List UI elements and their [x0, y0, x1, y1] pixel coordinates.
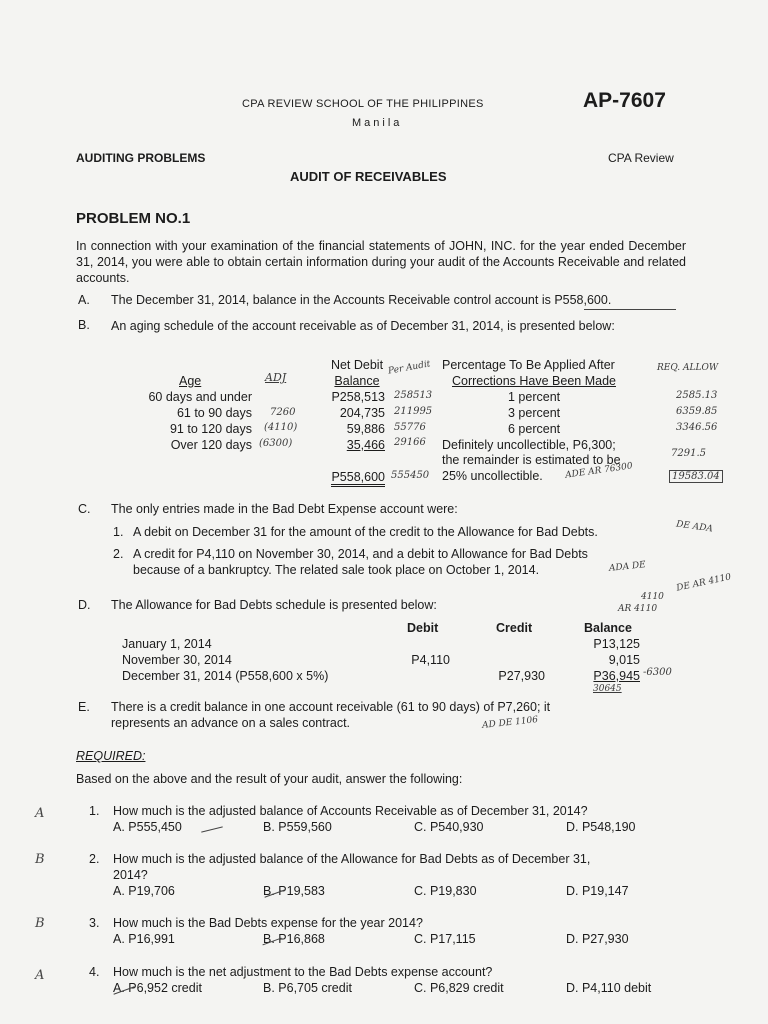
hw-audit-0: 258513: [394, 390, 433, 401]
q2-choice-d[interactable]: D. P19,147: [566, 884, 629, 898]
document-code: AP-7607: [583, 89, 666, 112]
required-heading: REQUIRED:: [76, 749, 146, 763]
aging-balance-2: 59,886: [346, 422, 385, 436]
school-city: Manila: [352, 117, 403, 129]
school-name: CPA REVIEW SCHOOL OF THE PHILIPPINES: [242, 98, 484, 110]
allow-row-1-desc: November 30, 2014: [122, 653, 232, 667]
q1-choice-b[interactable]: B. P559,560: [263, 820, 332, 834]
item-a-label: A.: [78, 293, 90, 307]
q1-num: 1.: [89, 804, 100, 818]
aging-pct-cont-1: the remainder is estimated to be: [442, 453, 621, 467]
allow-row-2-credit: P27,930: [498, 669, 545, 683]
aging-col-balance-2: Balance: [334, 374, 380, 388]
hw-adj-heading: ADJ: [265, 371, 287, 384]
q3-choice-a[interactable]: A. P16,991: [113, 932, 175, 946]
section-c-item1: A debit on December 31 for the amount of the credit to the Allowance for Bad Debts.: [133, 525, 598, 539]
hw-balance-note-1: -6300: [643, 667, 672, 678]
q3-num: 3.: [89, 916, 100, 930]
item-a-text: The December 31, 2014, balance in the Accounts Receivable control account is P558,600.: [111, 293, 612, 307]
aging-col-balance-1: Net Debit: [330, 358, 384, 372]
allow-col-credit: Credit: [496, 621, 533, 635]
q4-text: How much is the net adjustment to the Bad Debts expense account?: [113, 965, 493, 979]
aging-balance-1: 204,735: [339, 406, 385, 420]
section-d-label: D.: [78, 598, 91, 612]
hw-adj-0: 7260: [270, 407, 296, 418]
hw-adj-1: (4110): [264, 422, 298, 433]
q2-choice-b[interactable]: B. P19,583: [263, 884, 325, 898]
margin-answer-3: B: [35, 916, 45, 931]
section-d-text: The Allowance for Bad Debts schedule is presented below:: [111, 598, 437, 612]
section-e-label: E.: [78, 700, 90, 714]
aging-pct-0: 1 percent: [508, 390, 561, 404]
aging-col-pct-1: Percentage To Be Applied After: [442, 358, 615, 372]
q1-choice-c[interactable]: C. P540,930: [414, 820, 484, 834]
review-label: CPA Review: [608, 151, 674, 165]
problem-heading: PROBLEM NO.1: [76, 210, 191, 227]
aging-pct-3: Definitely uncollectible, P6,300;: [442, 438, 616, 452]
aging-total: [290, 470, 385, 484]
hw-de-ada: DE ADA: [675, 519, 714, 535]
hw-audit-4: 555450: [391, 470, 430, 481]
hw-req-allow: REQ. ALLOW: [657, 363, 719, 373]
q2-choice-c[interactable]: C. P19,830: [414, 884, 477, 898]
hw-allow-3: 7291.5: [671, 448, 706, 459]
item-a-hand-underline: [584, 309, 676, 310]
hw-adj-2: (6300): [259, 438, 293, 449]
hw-ade-ar: ADE AR 76300: [564, 461, 634, 481]
aging-pct-1: 3 percent: [508, 406, 561, 420]
hw-de-ar-1: DE AR 4110: [675, 572, 733, 594]
page-title: AUDIT OF RECEIVABLES: [290, 169, 447, 184]
aging-pct-cont-2: 25% uncollectible.: [442, 469, 543, 483]
subject-label: AUDITING PROBLEMS: [76, 151, 206, 165]
hw-allow-1: 6359.85: [676, 406, 718, 417]
q4-choice-b[interactable]: B. P6,705 credit: [263, 981, 352, 995]
allow-row-2-desc: December 31, 2014 (P558,600 x 5%): [122, 669, 329, 683]
aging-col-pct-2: Corrections Have Been Made: [452, 374, 616, 388]
hw-audit-1: 211995: [394, 406, 433, 417]
q3-text: How much is the Bad Debts expense for the year 2014?: [113, 916, 423, 930]
q2-num: 2.: [89, 852, 100, 866]
q2-text-cont: 2014?: [113, 868, 148, 882]
hw-balance-note-2: 30645: [593, 684, 622, 694]
q1-choice-d[interactable]: D. P548,190: [566, 820, 636, 834]
aging-age-1: 61 to 90 days: [176, 406, 252, 420]
aging-age-0: 60 days and under: [148, 390, 252, 404]
q3-choice-d[interactable]: D. P27,930: [566, 932, 629, 946]
hw-ada-de: ADA DE: [608, 560, 647, 574]
margin-answer-2: B: [35, 852, 45, 867]
q4-choice-c[interactable]: C. P6,829 credit: [414, 981, 504, 995]
q2-text: How much is the adjusted balance of the Allowance for Bad Debts as of December 31,: [113, 852, 591, 866]
allow-col-balance: Balance: [584, 621, 632, 635]
hw-allow-4: 19583.04: [669, 470, 723, 483]
allow-row-0-balance: P13,125: [593, 637, 640, 651]
section-e-line2: represents an advance on a sales contract.: [111, 716, 351, 730]
aging-col-age: Age: [179, 374, 202, 388]
section-c-label: C.: [78, 502, 91, 516]
item-b-label: B.: [78, 318, 90, 332]
allow-col-debit: Debit: [407, 621, 439, 635]
q4-num: 4.: [89, 965, 100, 979]
hw-audit-3: 29166: [394, 437, 426, 448]
item-b-text: An aging schedule of the account receivable as of December 31, 2014, is presented below:: [111, 319, 615, 333]
aging-balance-0: P258,513: [331, 390, 385, 404]
allow-row-2-balance: P36,945: [593, 669, 640, 683]
hw-audit-2: 55776: [394, 422, 426, 433]
hw-allow-2: 3346.56: [676, 422, 718, 433]
aging-age-3: Over 120 days: [170, 438, 252, 452]
hw-de-ar-2: 4110: [641, 592, 664, 602]
margin-answer-4: A: [35, 968, 45, 983]
allow-row-0-desc: January 1, 2014: [122, 637, 212, 651]
section-c-text: The only entries made in the Bad Debt Expense account were:: [111, 502, 458, 516]
section-e-line1: There is a credit balance in one account receivable (61 to 90 days) of P7,260; it: [111, 700, 551, 714]
aging-balance-3: 35,466: [346, 438, 385, 452]
q4-choice-d[interactable]: D. P4,110 debit: [566, 981, 652, 995]
section-c-item2-num: 2.: [113, 547, 124, 561]
allow-row-1-balance: 9,015: [608, 653, 640, 667]
aging-pct-2: 6 percent: [508, 422, 561, 436]
aging-age-2: 91 to 120 days: [169, 422, 252, 436]
q1-text: How much is the adjusted balance of Accounts Receivable as of December 31, 2014?: [113, 804, 588, 818]
aging-total-value: P558,600: [331, 470, 385, 487]
problem-intro: In connection with your examination of the financial statements of JOHN, INC. for the year ended December 31, 2014, you were able to obtain certain information during your audit of the Accounts Receivable and related accounts.: [76, 239, 686, 285]
required-intro: Based on the above and the result of your audit, answer the following:: [76, 772, 463, 786]
hw-per-audit: Per Audit: [387, 359, 432, 377]
allow-row-1-debit: P4,110: [411, 653, 450, 667]
q3-choice-b[interactable]: B. P16,868: [263, 932, 325, 946]
q4-choice-a[interactable]: A. P6,952 credit: [113, 981, 202, 995]
q3-choice-c[interactable]: C. P17,115: [414, 932, 476, 946]
hw-allow-0: 2585.13: [676, 390, 718, 401]
section-c-item1-num: 1.: [113, 525, 124, 539]
q1-check-mark: [201, 826, 223, 832]
section-c-item2-line1: A credit for P4,110 on November 30, 2014, and a debit to Allowance for Bad Debts: [133, 547, 588, 561]
margin-answer-1: A: [35, 806, 45, 821]
q1-choice-a[interactable]: A. P555,450: [113, 820, 182, 834]
section-c-item2-line2: because of a bankruptcy. The related sale took place on October 1, 2014.: [133, 563, 540, 577]
q2-choice-a[interactable]: A. P19,706: [113, 884, 175, 898]
hw-de-ar-3: AR 4110: [618, 604, 658, 614]
hw-ad-de: AD DE 1106: [481, 715, 539, 731]
